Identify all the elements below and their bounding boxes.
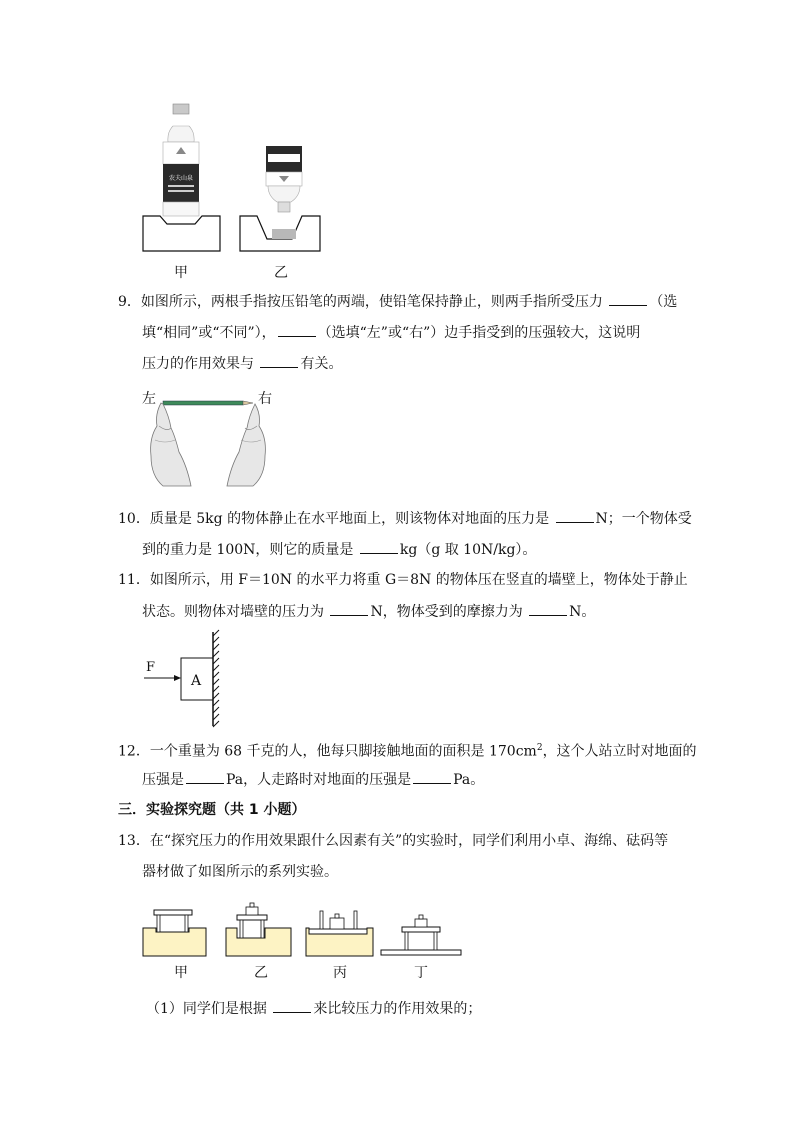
figure-pencil-fingers	[145, 396, 275, 488]
label-left: 左	[142, 391, 156, 407]
q11-line1: 11．如图所示，用 F＝10N 的水平力将重 G＝8N 的物体压在竖直的墙壁上，物体处于静止	[118, 572, 688, 588]
q10-blank-2[interactable]	[360, 539, 398, 554]
sponge-jia	[143, 216, 220, 251]
q10-blank-1[interactable]	[556, 508, 594, 523]
right-hand	[227, 404, 265, 486]
fig8-label-jia: 甲	[174, 265, 188, 281]
q12-line2: 压强是 Pa，人走路时对地面的压强是 Pa。	[142, 769, 484, 790]
setup-yi	[226, 903, 291, 956]
q13-label-jia: 甲	[174, 965, 188, 981]
q10-line2: 到的重力是 100N，则它的质量是 kg（g 取 10N/kg）。	[142, 539, 536, 560]
q11-line2: 状态。则物体对墙壁的压力为 N，物体受到的摩擦力为 N。	[142, 601, 595, 622]
q13-label-bing: 丙	[333, 965, 347, 981]
force-label: F	[146, 660, 156, 675]
setup-ding	[381, 915, 461, 955]
q9-blank-2[interactable]	[278, 322, 316, 337]
label-right: 右	[258, 391, 272, 407]
figure-table-sponge-experiments	[140, 898, 465, 960]
figure-block-against-wall	[140, 630, 240, 728]
q13-label-yi: 乙	[254, 965, 268, 981]
q13-label-ding: 丁	[414, 965, 428, 981]
bottle-brand-label: 农夫山泉	[168, 175, 194, 182]
q13-line1: 13．在“探究压力的作用效果跟什么因素有关”的实验时，同学们利用小卓、海绵、砝码等	[118, 833, 669, 849]
q11-blank-2[interactable]	[529, 601, 567, 616]
q9-line2: 填“相同”或“不同”）， （选填“左”或“右”）边手指受到的压强较大，这说明	[142, 322, 640, 343]
q9-blank-3[interactable]	[260, 353, 298, 368]
q10-line1: 10．质量是 5kg 的物体静止在水平地面上，则该物体对地面的压力是 N；一个物体受	[118, 508, 692, 529]
block-label: A	[191, 673, 202, 689]
q13-line2: 器材做了如图所示的系列实验。	[142, 864, 338, 880]
q12-blank-1[interactable]	[186, 769, 224, 784]
setup-jia	[143, 910, 206, 956]
left-hand	[151, 403, 191, 486]
q9-line1: 9．如图所示，两根手指按压铅笔的两端，使铅笔保持静止，则两手指所受压力 （选	[118, 291, 677, 312]
setup-bing	[306, 911, 373, 956]
q12-blank-2[interactable]	[413, 769, 451, 784]
fig8-label-yi: 乙	[274, 265, 288, 281]
figure-bottles-on-sponges	[140, 98, 330, 258]
q9-blank-1[interactable]	[609, 291, 647, 306]
section-title: 三．实验探究题（共 1 小题）	[118, 802, 306, 818]
q9-line3: 压力的作用效果与 有关。	[142, 353, 342, 374]
q12-line1: 12．一个重量为 68 千克的人，他每只脚接触地面的面积是 $170cm^2$，这个人站立时对地面的	[118, 743, 697, 760]
bottle-inverted	[266, 146, 302, 212]
pencil	[163, 401, 243, 405]
q11-blank-1[interactable]	[330, 601, 368, 616]
q13-blank-1[interactable]	[273, 998, 311, 1013]
q13-sub1: （1）同学们是根据 来比较压力的作用效果的；	[146, 998, 481, 1019]
bottle-upright	[163, 104, 199, 216]
